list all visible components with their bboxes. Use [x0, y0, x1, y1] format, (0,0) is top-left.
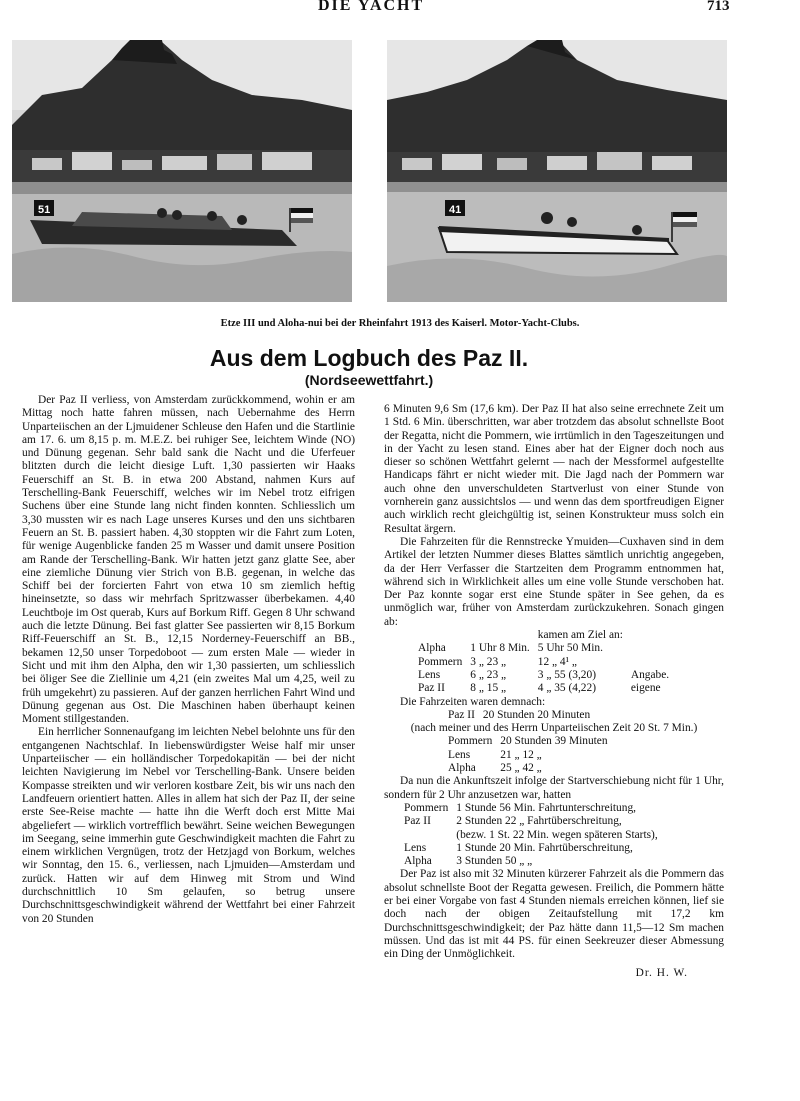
boat-name: Pommern — [448, 735, 493, 748]
start-time: 8 „ 15 „ — [470, 682, 507, 695]
running-head — [0, 0, 800, 22]
handicap-value: (bezw. 1 St. 22 Min. wegen späteren Starts), — [456, 828, 658, 841]
table-row — [444, 735, 612, 748]
finish-time: 3 „ 55 (3,20) — [537, 668, 596, 681]
handicap-value: 1 Stunde 20 Min. Fahrtüberschreitung, — [456, 841, 633, 854]
boat-name: Paz II — [404, 815, 431, 828]
boat-number-left: 51 — [38, 204, 51, 216]
handicap-value: 3 Stunden 50 „ „ — [456, 855, 533, 868]
race-time: 25 „ 42 „ — [500, 762, 542, 775]
table-row — [400, 855, 662, 868]
times-table-others — [444, 735, 612, 775]
row-note: eigene — [630, 682, 661, 695]
rhine-boat-photo-left — [12, 40, 352, 302]
finish-time: 5 Uhr 50 Min. — [537, 642, 603, 655]
handicap-value: 1 Stunde 56 Min. Fahrtunterschreitung, — [456, 801, 636, 814]
table-row — [414, 669, 673, 682]
boat-name: Paz II — [448, 708, 475, 721]
boat-name: Pommern — [404, 801, 449, 814]
photo-right — [387, 40, 727, 302]
start-time: 6 „ 23 „ — [470, 668, 507, 681]
boat-name: Paz II — [418, 682, 445, 695]
start-time: 3 „ 23 „ — [470, 655, 507, 668]
times-note: (nach meiner und des Herrn Unparteiischen Zeit 20 St. 7 Min.) — [410, 722, 698, 735]
paragraph: Ein herrlicher Sonnenaufgang im leichten Nebel belohnte uns für den entgangenen Nachtschlaf. In liebenswürdigster Weise half mir unser Unparteiischer — ein holländischer Torpedokapitän — bei der nicht leichten Navigierung im Nebel vor Terschelling-Bank. Unsere beiden Kompasse streikten und wir verloren kostbare Zeit, bis wir uns nach den Landfeuern orientiert hatten. Alles in allem hat sich der Paz II, der seine erste See-Reise machte — hatte ihn die Werft doch erst Mitte Mai abgeliefert — wirklich vortrefflich bewährt. Seine weichen Bewegungen im Seegang, seine immerhin gute Geschwindigkeit machten die Fahrt zu einem wirklichen Vergnügen, trotz der Hetzjagd von Borkum, welches wir Sonntag, den 15. 6., verliessen, nach Ljmuiden—Amsterdam und zurück. Hatten wir auf dem Hinweg mit Strom und Wind durchschnittlich 10 Sm gelaufen, so betrug unsere Durchschnittsgeschwindigkeit während der Wettfahrt bei einer Fahrzeit von 20 Stunden — [22, 726, 355, 925]
table-row — [400, 802, 662, 815]
row-note: Angabe. — [630, 668, 670, 681]
paragraph: Der Paz ist also mit 32 Minuten kürzerer Fahrzeit als die Pommern das absolut schnellste Boot der Regatta gewesen. Freilich, die Pommern hätte er bei einer Vorgabe von fast 4 Stunden niemals erreichen können, lief sie doch nach der obigen Zeitaufstellung mit 17,2 km Durchschnittsgeschwindigkeit; der Paz hätte dann 11,5—12 Sm machen müssen. Und das ist mit 44 PS. für einen Seekreuzer dieser Abmessung ein Ding der Unmöglichkeit. — [384, 868, 724, 961]
rhine-boat-photo-right — [387, 40, 727, 302]
race-time: 20 Stunden 39 Minuten — [500, 735, 608, 748]
finish-time: 12 „ 4¹ „ — [537, 655, 577, 668]
boat-number-right: 41 — [449, 204, 462, 216]
author-signature: Dr. H. W. — [635, 967, 688, 980]
row-note — [627, 656, 673, 669]
times-table-paz — [444, 709, 594, 722]
paragraph: Der Paz II verliess, von Amsterdam zurückkommend, wohin er am Mittag noch hatte fahren müssen, nach Uebernahme des Herrn Unparteiischen an der Ljmuidener Schleuse den Hafen und die Startlinie am 17. 6. um 8,15 p. m. M.E.Z. bei ruhiger See, leichtem Winde (NO) und Dünung gegenan. Sehr bald sank die Nacht und die Uferfeuer blitzten durch die leicht diesige Luft. 1,30 passierten wir Haaks Feuerschiff an St. B. in etwa 200 Abstand, nahmen Kurs auf Terschelling-Bank Feuerschiff, welches wir im Nebel trotz eifrigen Suchens über eine Stunde lang nicht finden konnten. Schliesslich um 3,30 mussten wir es nach Lage unseres Kurses und den uns sichtbaren Feuern an St. B. passiert haben. 4,30 stoppten wir die Fahrt zum Loten, für wenige Augenblicke fanden 25 m Wasser und damit unsere Position am Rande der Terschelling-Bank. Wir hatten jetzt ganz glatte See, aber eine ziemliche Dünung vier Strich von B.B. gegenan, in welche das Schiff bei der forcierten Fahrt von etwa 10 sm ziemlich heftig hineinsetzte, so dass wir mehrfach Spritzwasser überbekamen. 4,40 Leuchtboje im Ost querab, Kurs auf Borkum Riff. Gegen 8 Uhr schwand auch die letzte Dünung. Bei fast glatter See passierten wir 8,15 Borkum Riff-Feuerschiff an St. B., 12,15 Norderney-Feuerschiff an BB., bekamen 12,50 unser Torpedoboot — zum ersten Male — wieder in Sicht und mit ihm den Alpha, den wir 1,30 passierten, um schliesslich bei öliger See die Ziellinie um 4,21 (ein zweites Mal um 4,25, weil zu früh umgekehrt) zu passieren. Auf der ganzen herrlichen Fahrt Wind und Dünung gegenan aus Ost. Die Maschinen haben überhaupt keinen Moment stillgestanden. — [22, 394, 355, 726]
boat-name: Lens — [418, 668, 441, 681]
photo-left — [12, 40, 352, 302]
article-subtitle: (Nordseewettfahrt.) — [304, 372, 434, 388]
page-number: 713 — [707, 0, 730, 14]
table-row — [444, 762, 612, 775]
table-row — [414, 642, 673, 655]
boat-name: Pommern — [418, 655, 463, 668]
paragraph: Die Fahrzeiten für die Rennstrecke Ymuiden—Cuxhaven sind in dem Artikel der letzten Nummer dieses Blattes sämtlich unrichtig angegeben, da der Herr Verfasser die Startzeiten dem Programm entnommen hat, während sich in Wirklichkeit alles um eine volle Stunde verschoben hat. Der Paz konnte sogar erst eine Stunde später in See gehen, da es unmöglich war, früher von Amsterdam zurückzukehren. Sonach gingen ab: — [384, 535, 724, 628]
paragraph: Da nun die Ankunftszeit infolge der Startverschiebung nicht für 1 Uhr, sondern für 2 Uhr anzusetzen war, hatten — [384, 775, 724, 801]
handicap-value: 2 Stunden 22 „ Fahrtüberschreitung, — [456, 815, 622, 828]
boat-name: Lens — [404, 841, 427, 854]
paragraph: Die Fahrzeiten waren demnach: — [400, 695, 546, 708]
boat-name — [400, 829, 452, 842]
table-row — [414, 682, 673, 695]
table-header: kamen am Ziel an: — [537, 629, 623, 642]
table-row — [444, 709, 594, 722]
handicap-table — [400, 802, 662, 868]
table-row — [400, 829, 662, 842]
right-column — [384, 403, 724, 981]
journal-title: DIE YACHT — [318, 0, 425, 14]
table-row — [400, 842, 662, 855]
article-title: Aus dem Logbuch des Paz II. — [209, 345, 529, 371]
race-time: 20 Stunden 20 Minuten — [482, 708, 591, 721]
table-row — [400, 815, 662, 828]
row-note — [627, 642, 673, 655]
photo-caption: Etze III und Aloha-nui bei der Rheinfahrt 1913 des Kaiserl. Motor-Yacht-Clubs. — [220, 318, 580, 329]
left-column — [22, 394, 355, 926]
finish-time: 4 „ 35 (4,22) — [537, 682, 596, 695]
start-finish-table — [414, 629, 673, 695]
table-row — [444, 749, 612, 762]
race-time: 21 „ 12 „ — [500, 748, 542, 761]
boat-name: Lens — [448, 748, 471, 761]
boat-name: Alpha — [404, 855, 432, 868]
table-row — [414, 656, 673, 669]
paragraph: 6 Minuten 9,6 Sm (17,6 km). Der Paz II hat also seine errechnete Zeit um 1 Std. 6 Min. überschritten, war aber trotzdem das absolut schnellste Boot der Regatta, nicht die Pommern, wie irrtümlich in den Tageszeitungen und in der Yacht zu lesen stand. Eines aber hat der Eigner doch noch aus dieser so schönen Wettfahrt gelernt — nach der Messformel aufgestellte Handicaps fährt er nicht wieder mit. Die Jagd nach der Pommern war auch ohne den unverschuldeten Startverlust von einer Stunde von vornherein ganz aussichtslos — und wenn das dem sportfreudigen Eigner auch wirklich recht gleichgültig ist, seinen Konstrukteur muss solch ein Resultat ärgern. — [384, 403, 724, 535]
start-time: 1 Uhr 8 Min. — [470, 642, 530, 655]
boat-name: Alpha — [448, 762, 476, 775]
boat-name: Alpha — [418, 642, 446, 655]
